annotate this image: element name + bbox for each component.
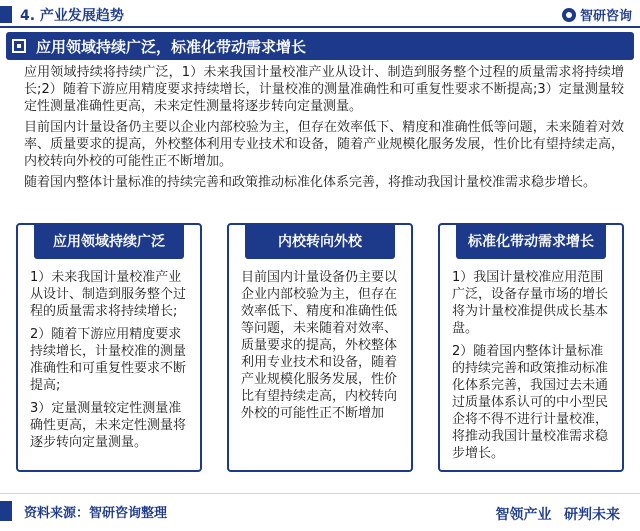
card-item: 2）随着下游应用精度要求持续增长，计量校准的测量准确性和可重复性要求不断提高; — [30, 327, 187, 393]
source-note: 资料来源：智研咨询整理 — [24, 506, 168, 521]
brand-logo — [562, 5, 632, 24]
section-title: 4. 产业发展趋势 — [20, 8, 124, 24]
card-item: 1）未来我国计量校准产业从设计、制造到服务整个过程的质量需求将持续增长; — [30, 270, 187, 319]
card-title: 应用领域持续广泛 — [34, 223, 184, 259]
footer — [0, 493, 640, 531]
card-application — [16, 223, 202, 472]
card-title: 标准化带动需求增长 — [456, 223, 606, 259]
card-item: 1）我国计量校准应用范围广泛，设备存量市场的增长将为计量校准提供成长基本盘。 — [452, 270, 609, 336]
card-item: 3）定量测量较定性测量准确性更高，未来定性测量将逐步转向定量测量。 — [30, 401, 187, 450]
top-header — [0, 0, 640, 28]
logo-icon — [562, 8, 576, 22]
paragraph-3: 随着国内整体计量标准的持续完善和政策推动标准化体系完善，将推动我国计量校准需求稳步增长。 — [24, 175, 597, 190]
title-square-icon — [12, 39, 26, 53]
card-standardization — [438, 223, 624, 472]
slogan-part-b: 研判未来 — [564, 507, 620, 523]
slogan — [495, 504, 620, 524]
card-item: 2）随着国内整体计量标准的持续完善和政策推动标准化体系完善，我国过去未通过质量体系认可的中小型民企将不得不进行计量校准，将推动我国计量校准需求稳步增长。 — [452, 344, 609, 461]
card-body — [30, 269, 190, 457]
intro-paragraphs — [24, 64, 624, 195]
section-marker — [0, 6, 12, 23]
slogan-part-a: 智领产业 — [495, 507, 552, 523]
card-internal-external — [227, 223, 413, 472]
logo-text: 智研咨询 — [579, 9, 632, 24]
title-bar — [6, 32, 634, 60]
card-item: 目前国内计量设备仍主要以企业内部校验为主，但存在效率低下、精度和准确性低等问题，未来随着对效率、质量要求的提高，外校整体利用专业技术和设备，随着产业规模化服务发展，性价比有望持续走高，内校转向外校的可能性正不断增加 — [241, 270, 398, 421]
page-title: 应用领域持续广泛，标准化带动需求增长 — [36, 38, 307, 56]
card-title: 内校转向外校 — [245, 223, 395, 259]
paragraph-1: 应用领域持续将持续广泛，1）未来我国计量校准产业从设计、制造到服务整个过程的质量需求将持续增长;2）随着下游应用精度要求持续增长，计量校准的测量准确性和可重复性要求不断提高;3）定量测量较定性测量准确性更高，未来定性测量将逐步转向定量测量。 — [24, 65, 624, 114]
card-body — [452, 269, 612, 468]
card-body — [241, 269, 401, 428]
paragraph-2: 目前国内计量设备仍主要以企业内部校验为主，但存在效率低下、精度和准确性低等问题，未来随着对效率、质量要求的提高，外校整体利用专业技术和设备，随着产业规模化服务发展，性价比有望持续走高，内校转向外校的可能性正不断增加。 — [24, 120, 624, 169]
